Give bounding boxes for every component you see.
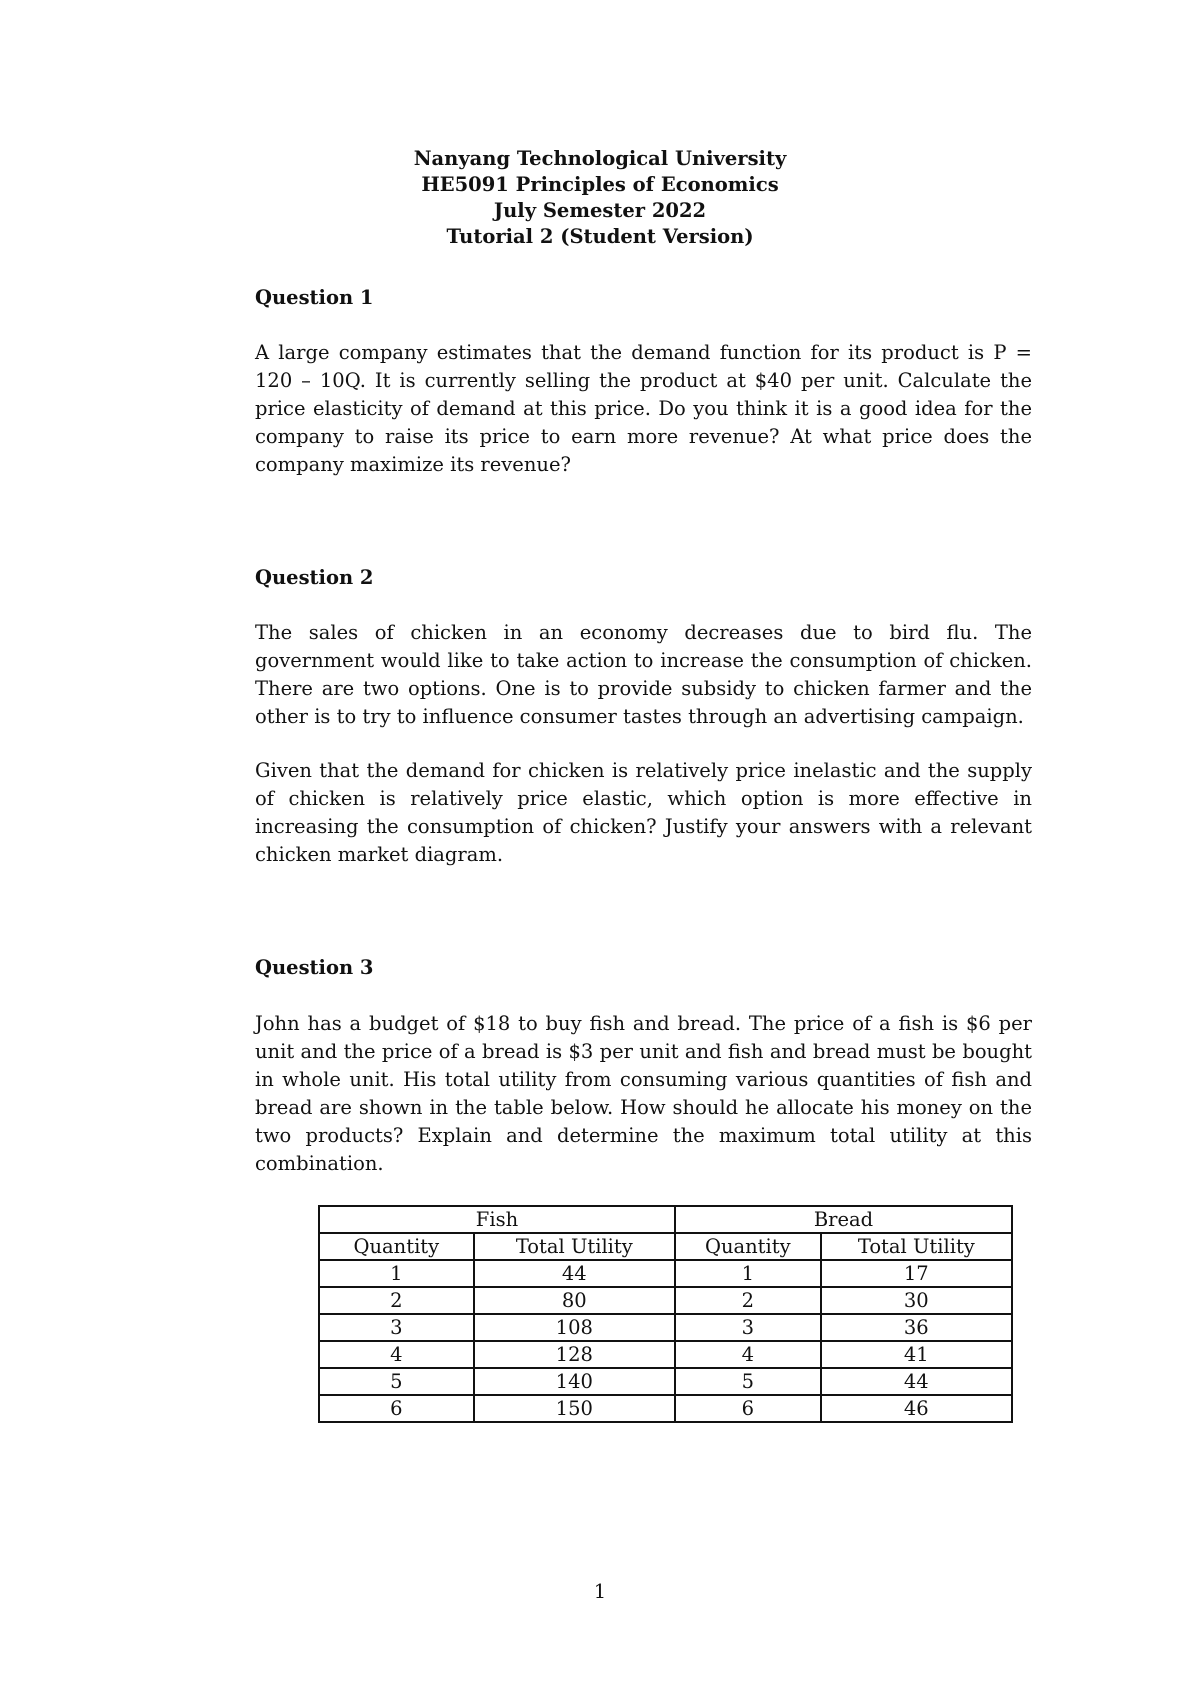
tutorial-title: Tutorial 2 (Student Version) [446, 225, 754, 248]
university-name: Nanyang Technological University [413, 147, 787, 170]
question-1-heading: Question 1 [255, 286, 374, 309]
course-title: HE5091 Principles of Economics [421, 173, 779, 196]
table-group-header-row [319, 1206, 1012, 1233]
group-header-fish: Fish [319, 1206, 675, 1233]
table-row [319, 1287, 1012, 1314]
table-cell: 44 [474, 1260, 675, 1287]
table-cell: 5 [319, 1368, 474, 1395]
question-1-text: A large company estimates that the demand function for its product is P = 120 – 10Q. It is currently selling the product at $40 per unit. Calculate the price elasticity of demand at this price. Do you think it is a good idea for the company to raise its price to earn more revenue? At what price does the company maximize its revenue? [255, 341, 1032, 476]
column-header: Quantity [319, 1233, 474, 1260]
table-cell: 4 [675, 1341, 821, 1368]
question-2-text-2: Given that the demand for chicken is relatively price inelastic and the supply of chicken is relatively price elastic, which option is more effective in increasing the consumption of chicken? Justify your answers with a relevant chicken market diagram. [255, 759, 1032, 866]
column-header: Total Utility [474, 1233, 675, 1260]
table-cell: 150 [474, 1395, 675, 1422]
question-2-heading: Question 2 [255, 566, 374, 589]
group-header-bread: Bread [675, 1206, 1012, 1233]
table-cell: 44 [821, 1368, 1012, 1395]
table-column-header-row [319, 1233, 1012, 1260]
table-cell: 5 [675, 1368, 821, 1395]
column-header: Quantity [675, 1233, 821, 1260]
table-row [319, 1395, 1012, 1422]
table-cell: 4 [319, 1341, 474, 1368]
table-row [319, 1341, 1012, 1368]
table-cell: 1 [675, 1260, 821, 1287]
utility-table [318, 1205, 1013, 1423]
table-cell: 3 [675, 1314, 821, 1341]
document-header [0, 146, 1200, 250]
table-cell: 128 [474, 1341, 675, 1368]
table-cell: 80 [474, 1287, 675, 1314]
table-cell: 6 [319, 1395, 474, 1422]
question-3-heading: Question 3 [255, 956, 374, 979]
table-cell: 140 [474, 1368, 675, 1395]
table-row [319, 1314, 1012, 1341]
table-cell: 6 [675, 1395, 821, 1422]
table-cell: 41 [821, 1341, 1012, 1368]
table-cell: 2 [675, 1287, 821, 1314]
table-cell: 1 [319, 1260, 474, 1287]
table-cell: 2 [319, 1287, 474, 1314]
table-cell: 3 [319, 1314, 474, 1341]
table-row [319, 1260, 1012, 1287]
column-header: Total Utility [821, 1233, 1012, 1260]
table-cell: 46 [821, 1395, 1012, 1422]
question-2-text-1: The sales of chicken in an economy decreases due to bird flu. The government would like to take action to increase the consumption of chicken. There are two options. One is to provide subsidy to chicken farmer and the other is to try to influence consumer tastes through an advertising campaign. [255, 621, 1032, 728]
table-cell: 36 [821, 1314, 1012, 1341]
semester-label: July Semester 2022 [493, 199, 707, 222]
table-cell: 108 [474, 1314, 675, 1341]
question-3-text: John has a budget of $18 to buy fish and bread. The price of a fish is $6 per unit and the price of a bread is $3 per unit and fish and bread must be bought in whole unit. His total utility from consuming various quantities of fish and bread are shown in the table below. How should he allocate his money on the two products? Explain and determine the maximum total utility at this combination. [255, 1012, 1032, 1175]
table-cell: 30 [821, 1287, 1012, 1314]
page-number: 1 [593, 1580, 607, 1603]
table-cell: 17 [821, 1260, 1012, 1287]
table-row [319, 1368, 1012, 1395]
